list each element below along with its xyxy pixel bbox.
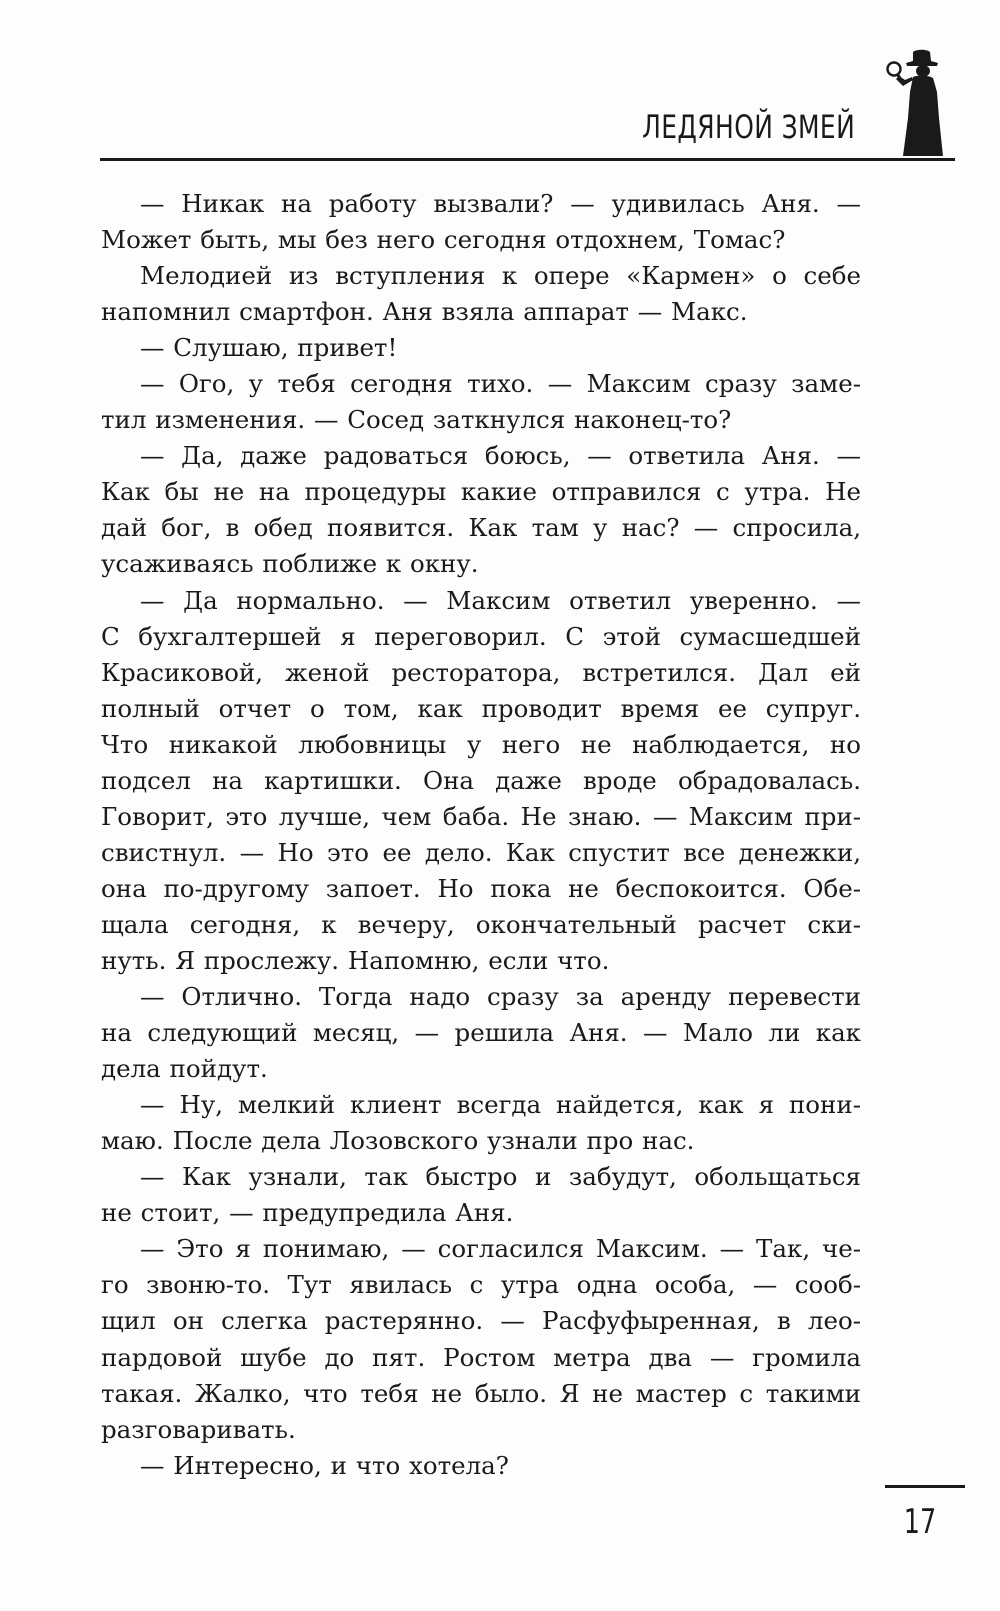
text-line: усаживаясь поближе к окну. (101, 549, 479, 579)
running-header-title: ЛЕДЯНОЙ ЗМЕЙ (641, 108, 855, 146)
text-line: подсел на картишки. Она даже вроде обрадовалась. (101, 765, 861, 795)
text-line: Что никакой любовницы у него не наблюдается, но (101, 729, 861, 759)
detective-with-magnifier-icon (883, 48, 955, 160)
text-line: щала сегодня, к вечеру, окончательный расчет ски- (101, 909, 861, 939)
text-line: напомнил смартфон. Аня взяла аппарат — Макс. (101, 297, 748, 327)
text-line: не стоит, — предупредила Аня. (101, 1198, 514, 1228)
text-line: дай бог, в обед появится. Как там у нас? — спросила, (101, 513, 861, 543)
text-line: — Слушаю, привет! (140, 333, 398, 363)
text-line: Может быть, мы без него сегодня отдохнем, Томас? (101, 225, 786, 255)
footer-rule (885, 1485, 965, 1488)
text-line: такая. Жалко, что тебя не было. Я не мастер с такими (101, 1378, 861, 1408)
text-line: разговаривать. (101, 1414, 296, 1444)
header-rule (100, 158, 955, 161)
text-line: Говорит, это лучше, чем баба. Не знаю. — Максим при- (101, 801, 861, 831)
text-line: — Да, даже радоваться боюсь, — ответила Аня. — (140, 441, 861, 471)
text-line: — Отлично. Тогда надо сразу за аренду перевести (140, 982, 861, 1012)
text-line: нуть. Я прослежу. Напомню, если что. (101, 945, 610, 975)
text-line: пардовой шубе до пят. Ростом метра два — громила (101, 1342, 861, 1372)
text-line: — Как узнали, так быстро и забудут, обольщаться (140, 1162, 861, 1192)
text-line: — Ну, мелкий клиент всегда найдется, как я пони- (140, 1090, 861, 1120)
text-line: — Это я понимаю, — согласился Максим. — Так, че- (140, 1234, 861, 1264)
text-line: — Никак на работу вызвали? — удивилась Аня. — (140, 189, 861, 218)
text-line: щил он слегка растерянно. — Расфуфыренная, в лео- (101, 1306, 861, 1336)
text-line: — Интересно, и что хотела? (140, 1450, 509, 1480)
text-line: Красиковой, женой ресторатора, встретился. Дал ей (101, 657, 861, 687)
text-line: С бухгалтершей я переговорил. С этой сумасшедшей (101, 621, 861, 651)
text-line: Как бы не на процедуры какие отправился с утра. Не (101, 477, 861, 507)
text-line: маю. После дела Лозовского узнали про нас. (101, 1126, 695, 1156)
text-line: — Да нормально. — Максим ответил уверенно. — (140, 585, 861, 615)
page-number: 17 (903, 1502, 937, 1542)
text-line: дела пойдут. (101, 1054, 268, 1084)
text-line: полный отчет о том, как проводит время ее супруг. (101, 693, 861, 723)
text-line: она по-другому запоет. Но пока не беспокоится. Обе- (101, 873, 861, 903)
text-line: на следующий месяц, — решила Аня. — Мало ли как (101, 1018, 861, 1048)
text-line: го звоню-то. Тут явилась с утра одна особа, — сооб- (101, 1270, 861, 1300)
running-header (100, 100, 955, 162)
body-text (101, 186, 861, 1484)
text-line: Мелодией из вступления к опере «Кармен» о себе (140, 261, 861, 291)
text-line: тил изменения. — Сосед заткнулся наконец-то? (101, 405, 732, 435)
text-line: — Ого, у тебя сегодня тихо. — Максим сразу заме- (140, 369, 861, 399)
text-line: свистнул. — Но это ее дело. Как спустит все денежки, (101, 837, 861, 867)
